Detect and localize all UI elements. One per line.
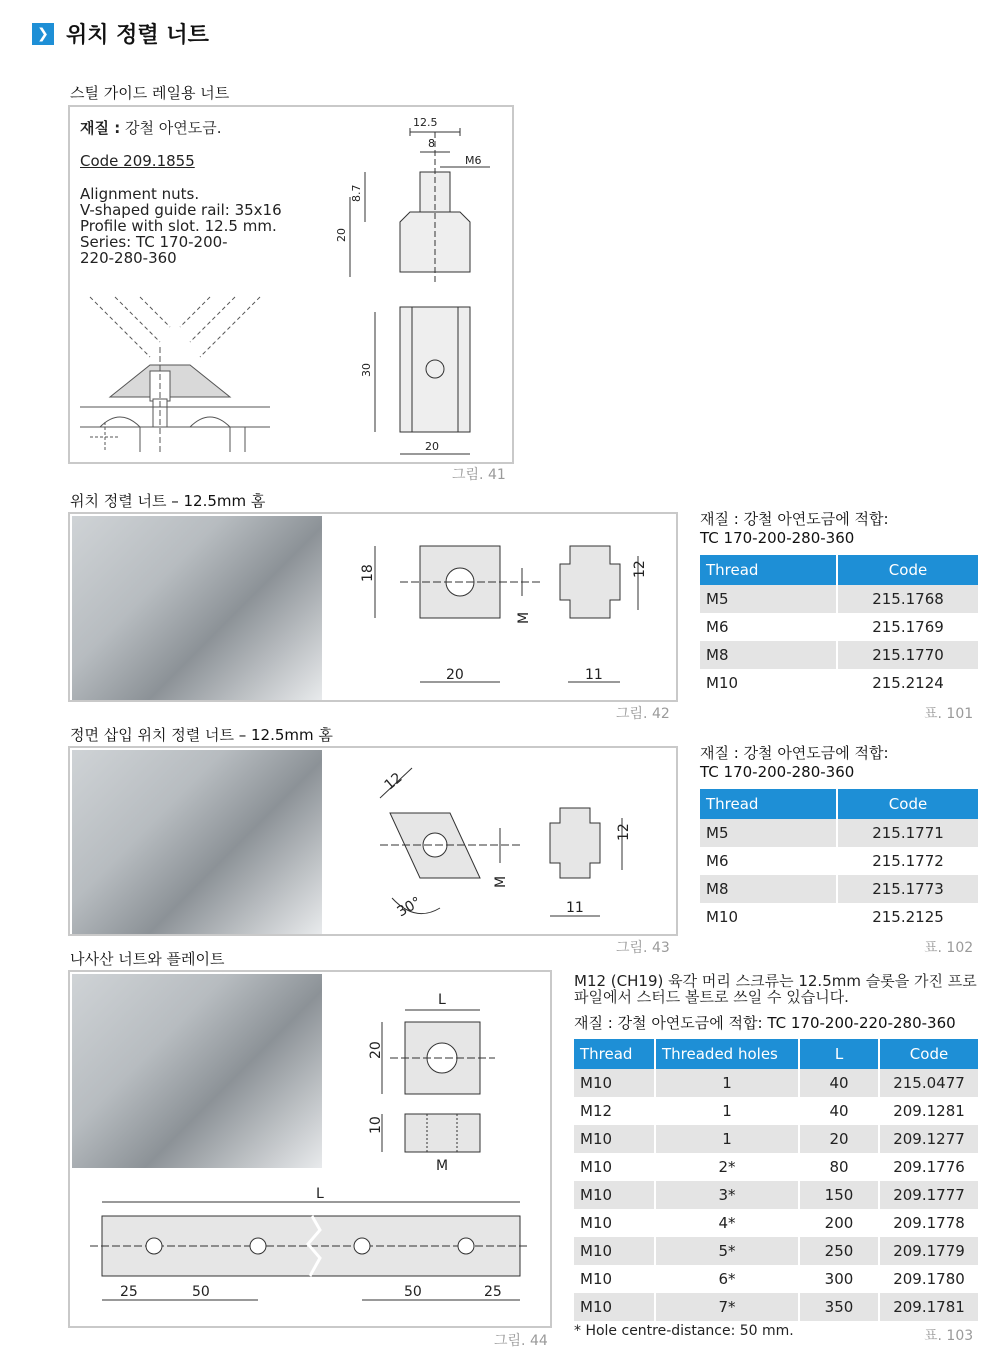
column-header: L [800,1039,878,1069]
thread-cell: M5 [700,585,836,613]
plate-technical-drawing [90,1182,540,1322]
nut-technical-drawing [350,982,550,1172]
material-value: 강철 아연도금. [124,119,222,137]
holes-cell: 3* [656,1181,798,1209]
code-cell: 209.1277 [880,1125,978,1153]
page-header [32,18,209,49]
figure-43-frame [68,746,678,936]
dim-label: 20 [425,440,439,453]
series-text: TC 170-200-280-360 [700,529,855,547]
holes-cell: 6* [656,1265,798,1293]
code-table [572,1039,980,1321]
nut-technical-drawing [330,112,510,462]
code-cell: 215.1772 [838,847,978,875]
dim-label: 8 [428,137,435,150]
dim-label: 12.5 [413,116,438,129]
material-label: 재질 : [80,119,121,137]
thread-cell: M10 [574,1237,654,1265]
code-cell: 209.1778 [880,1209,978,1237]
code-cell: 215.0477 [880,1069,978,1097]
dim-label: 50 [192,1284,210,1300]
thread-cell: M12 [574,1097,654,1125]
table-row [574,1237,978,1265]
length-cell: 250 [800,1237,878,1265]
code-cell: 209.1777 [880,1181,978,1209]
length-cell: 20 [800,1125,878,1153]
table-row [700,903,978,931]
table-label: 표. 102 [924,940,974,956]
holes-cell: 4* [656,1209,798,1237]
length-cell: 300 [800,1265,878,1293]
desc-line: Alignment nuts. [80,185,200,203]
series-label: Series: [80,233,132,251]
figure-label: 그림. 43 [616,940,670,956]
table-row [574,1209,978,1237]
column-header: Thread [700,555,836,585]
product-description [80,186,282,266]
dim-label: 30° [394,894,425,921]
figure-42-frame [68,512,678,702]
dim-label: L [316,1186,324,1202]
length-cell: 150 [800,1181,878,1209]
code-cell: 209.1780 [880,1265,978,1293]
code-cell: 209.1779 [880,1237,978,1265]
holes-cell: 2* [656,1153,798,1181]
product-photo [72,974,322,1168]
table-row [574,1153,978,1181]
thread-cell: M6 [700,613,836,641]
table-row [700,585,978,613]
thread-cell: M10 [574,1293,654,1321]
code-cell: 215.2124 [838,669,978,697]
figure-41-frame [68,105,514,464]
dim-label: 25 [120,1284,138,1300]
code-cell: 209.1781 [880,1293,978,1321]
dim-label: 12 [632,560,648,578]
thread-cell: M10 [574,1125,654,1153]
series-value: TC 170-200- [135,233,228,251]
dim-label: 20 [335,228,348,242]
material-block [700,744,889,782]
guide-rail-sketch [80,287,270,457]
thread-cell: M8 [700,875,836,903]
code-cell: 215.1770 [838,641,978,669]
series-line-2: 220-280-360 [80,249,177,267]
code-cell: 215.1768 [838,585,978,613]
length-cell: 40 [800,1069,878,1097]
info-block [574,973,977,1005]
table-row [574,1293,978,1321]
dim-label: 30 [360,363,373,377]
dim-label: 12 [381,769,406,794]
table-row [700,641,978,669]
holes-cell: 1 [656,1069,798,1097]
code-cell: 215.1773 [838,875,978,903]
material-text: 재질 : 강철 아연도금에 적합: TC 170-200-220-280-360 [574,1014,956,1032]
dim-label: M [436,1158,449,1172]
thread-cell: M10 [574,1181,654,1209]
dim-label: 12 [616,823,632,841]
length-cell: 40 [800,1097,878,1125]
material-block [700,510,889,548]
dim-label: 8.7 [350,184,363,202]
desc-line: Profile with slot. 12.5 mm. [80,217,277,235]
dim-label: 11 [585,667,603,683]
table-row [700,847,978,875]
section-title: 위치 정렬 너트 – 12.5mm 홈 [70,492,266,510]
series-line [80,234,282,250]
footnote: * Hole centre-distance: 50 mm. [574,1323,794,1339]
dim-label: M [493,875,509,888]
table-label: 표. 103 [924,1328,974,1344]
length-cell: 350 [800,1293,878,1321]
dim-label: L [438,992,446,1008]
section-title: 나사산 너트와 플레이트 [70,950,225,968]
page-title: 위치 정렬 너트 [66,23,209,48]
holes-cell: 1 [656,1097,798,1125]
thread-cell: M5 [700,819,836,847]
dim-label: 50 [404,1284,422,1300]
table-row [574,1069,978,1097]
thread-cell: M10 [574,1265,654,1293]
length-cell: 200 [800,1209,878,1237]
product-photo [72,516,322,700]
product-photo [72,750,322,934]
column-header: Code [880,1039,978,1069]
dim-label: 20 [446,667,464,683]
column-header: Thread [700,789,836,819]
code-cell: 215.1771 [838,819,978,847]
dim-label: 25 [484,1284,502,1300]
table-label: 표. 101 [924,706,974,722]
thread-cell: M10 [574,1153,654,1181]
product-code: Code 209.1855 [80,152,195,170]
code-cell: 209.1776 [880,1153,978,1181]
code-cell: 209.1281 [880,1097,978,1125]
length-cell: 80 [800,1153,878,1181]
thread-cell: M10 [700,669,836,697]
dim-label: 11 [566,900,584,916]
table-row [700,613,978,641]
code-cell: 215.1769 [838,613,978,641]
section-title: 스틸 가이드 레일용 너트 [70,84,230,102]
thread-cell: M6 [700,847,836,875]
column-header: Code [838,555,978,585]
column-header: Code [838,789,978,819]
table-row [574,1265,978,1293]
figure-label: 그림. 41 [452,467,506,483]
chevron-right-icon: ❯ [32,23,54,45]
dim-label: 18 [360,564,376,582]
code-cell: 215.2125 [838,903,978,931]
table-row [700,875,978,903]
code-table [698,555,980,697]
holes-cell: 7* [656,1293,798,1321]
material-text: 재질 : 강철 아연도금에 적합: [700,744,889,762]
info-line: M12 (CH19) 육각 머리 스크류는 12.5mm 슬롯을 가진 프로 [574,972,977,990]
desc-line: V-shaped guide rail: 35x16 [80,201,282,219]
holes-cell: 1 [656,1125,798,1153]
table-row [574,1181,978,1209]
thread-cell: M10 [574,1069,654,1097]
column-header: Thread [574,1039,654,1069]
dim-label: M [516,611,532,624]
figure-label: 그림. 44 [494,1333,548,1349]
dim-label: 20 [368,1041,384,1059]
thread-cell: M10 [700,903,836,931]
table-row [700,819,978,847]
table-row [700,669,978,697]
figure-label: 그림. 42 [616,706,670,722]
section-title: 정면 삽입 위치 정렬 너트 – 12.5mm 홈 [70,726,333,744]
holes-cell: 5* [656,1237,798,1265]
nut-technical-drawing [340,524,670,694]
series-text: TC 170-200-280-360 [700,763,855,781]
nut-technical-drawing [360,758,670,928]
dim-label: 10 [368,1116,384,1134]
figure-44-frame [68,970,552,1328]
material-line [80,117,221,138]
thread-cell: M10 [574,1209,654,1237]
thread-cell: M8 [700,641,836,669]
code-table [698,789,980,931]
dim-label: M6 [465,154,482,167]
info-line: 파일에서 스터드 볼트로 쓰일 수 있습니다. [574,988,849,1006]
material-text: 재질 : 강철 아연도금에 적합: [700,510,889,528]
column-header: Threaded holes [656,1039,798,1069]
table-row [574,1125,978,1153]
table-row [574,1097,978,1125]
